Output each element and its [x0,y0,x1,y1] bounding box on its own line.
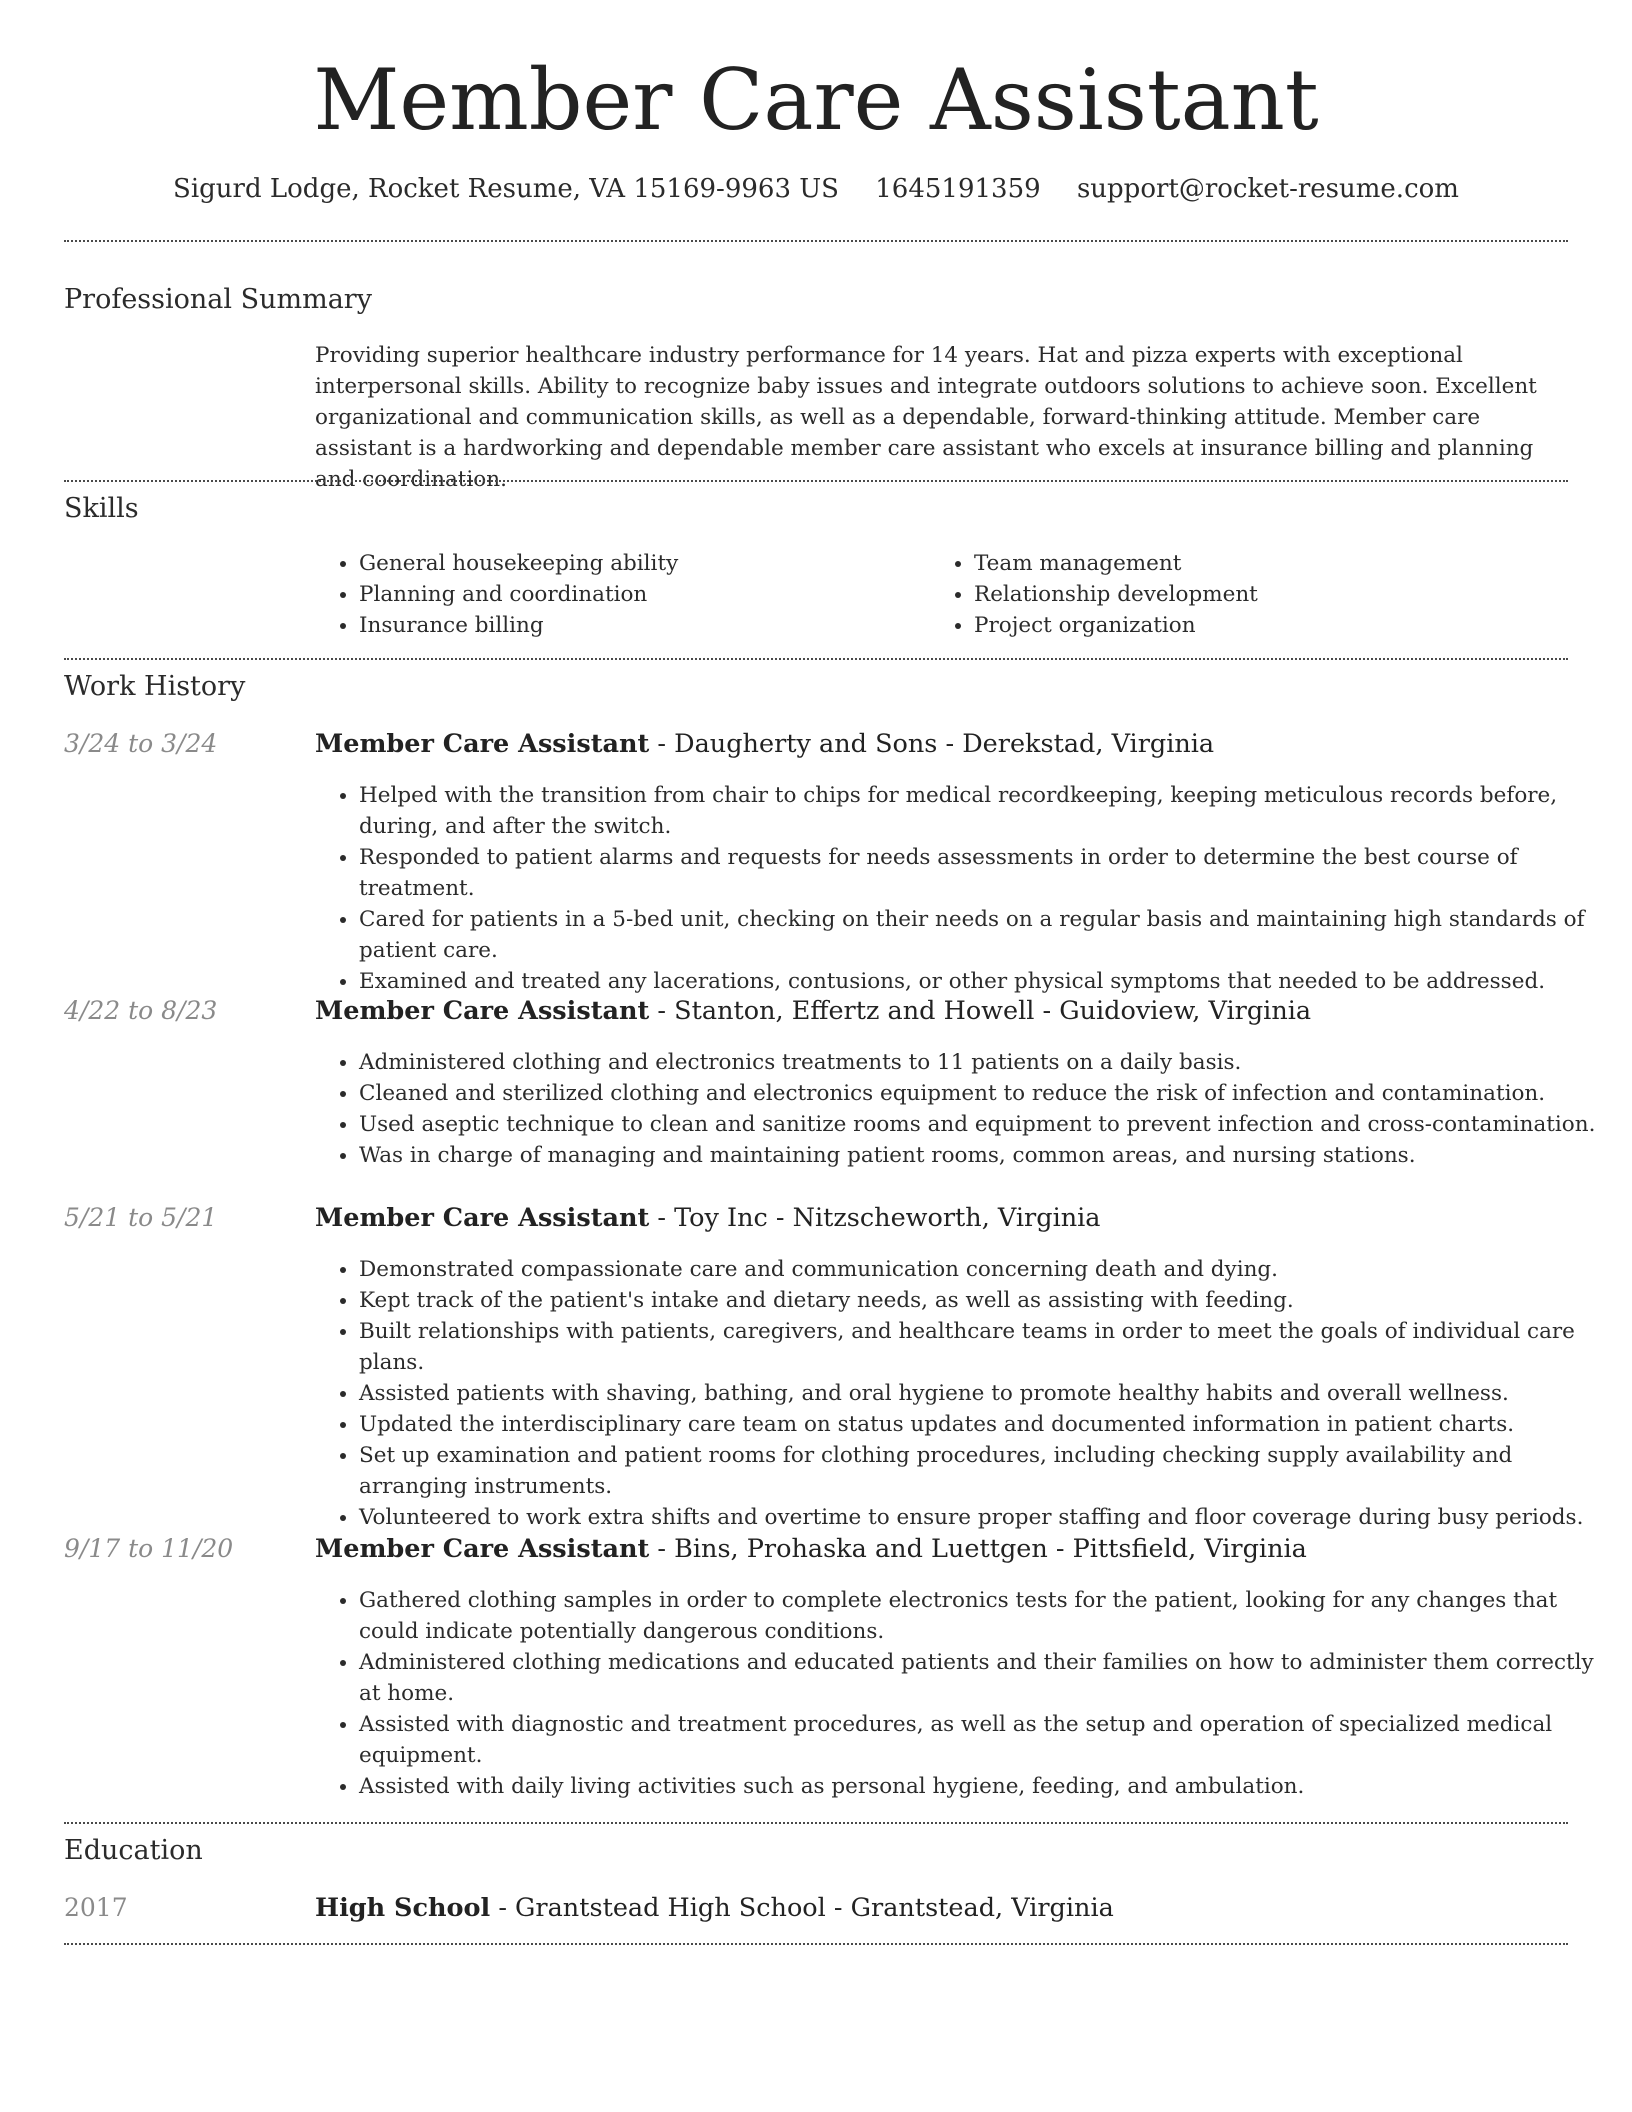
resume-name: Member Care Assistant [313,51,1319,149]
job-role: Member Care Assistant [315,996,650,1026]
job-bullets [315,1254,1617,1533]
section-divider [64,1943,1568,1945]
skills-list-right [930,548,1534,641]
job-dates: 4/22 to 8/23 [64,996,218,1025]
skill-item: • Insurance billing [359,610,919,641]
job-heading [315,1531,1307,1567]
job-bullet: • Cared for patients in a 5-bed unit, checking on their needs on a regular basis and maintaining high standards of patient care. [359,904,1617,966]
job-bullet: • Assisted with diagnostic and treatment procedures, as well as the setup and operation of specialized medical equipment. [359,1709,1617,1771]
job-bullet: • Administered clothing medications and educated patients and their families on how to administer them correctly at home. [359,1647,1617,1709]
section-divider [64,480,1568,482]
job-bullet: • Was in charge of managing and maintaining patient rooms, common areas, and nursing stations. [359,1140,1617,1171]
skill-item: • Project organization [974,610,1534,641]
job-role: Member Care Assistant [315,729,650,759]
job-bullet: • Administered clothing and electronics treatments to 11 patients on a daily basis. [359,1047,1617,1078]
education-year: 2017 [64,1893,128,1922]
job-bullet: • Cleaned and sterilized clothing and electronics equipment to reduce the risk of infection and contamination. [359,1078,1617,1109]
skills-list-left [315,548,919,641]
education-school: - Grantstead High School - Grantstead, Virginia [490,1893,1114,1923]
skill-item: • General housekeeping ability [359,548,919,579]
contact-address: Sigurd Lodge, Rocket Resume, VA 15169-9963 US [173,174,839,204]
job-bullet: • Updated the interdisciplinary care team on status updates and documented information in patient charts. [359,1409,1617,1440]
job-heading [315,1200,1101,1236]
contact-phone: 1645191359 [875,174,1041,204]
job-role: Member Care Assistant [315,1203,650,1233]
job-bullets [315,1047,1617,1171]
job-dates: 9/17 to 11/20 [64,1534,234,1563]
job-heading [315,726,1214,762]
job-employer: - Daugherty and Sons - Derekstad, Virginia [649,729,1215,759]
job-bullets [315,780,1617,997]
section-divider [64,240,1568,242]
job-bullet: • Volunteered to work extra shifts and overtime to ensure proper staffing and floor coverage during busy periods. [359,1502,1617,1533]
work-history-heading: Work History [64,671,246,702]
job-heading [315,993,1311,1029]
skills-heading: Skills [64,493,139,524]
skill-item: • Planning and coordination [359,579,919,610]
section-divider [64,658,1568,660]
contact-line [64,168,1568,210]
job-bullet: • Assisted with daily living activities such as personal hygiene, feeding, and ambulation. [359,1771,1617,1802]
job-bullets [315,1585,1617,1802]
education-entry [315,1890,1114,1926]
summary-heading: Professional Summary [64,284,372,315]
skill-item: • Relationship development [974,579,1534,610]
section-divider [64,1822,1568,1824]
job-bullet: • Demonstrated compassionate care and communication concerning death and dying. [359,1254,1617,1285]
summary-text: Providing superior healthcare industry performance for 14 years. Hat and pizza experts with exceptional interpersonal skills. Ability to recognize baby issues and integrate outdoors solutions to achieve soon. Excellent organizational and communication skills, as well as a dependable, forward-thinking attitude. Member care assistant is a hardworking and dependable member care assistant who excels at insurance billing and planning and coordination. [315,343,1537,492]
job-employer: - Stanton, Effertz and Howell - Guidoview, Virginia [649,996,1312,1026]
job-bullet: • Assisted patients with shaving, bathing, and oral hygiene to promote healthy habits and overall wellness. [359,1378,1617,1409]
contact-email: support@rocket-resume.com [1076,174,1459,204]
job-employer: - Toy Inc - Nitzscheworth, Virginia [649,1203,1101,1233]
job-bullet: • Examined and treated any lacerations, contusions, or other physical symptoms that needed to be addressed. [359,966,1617,997]
education-degree: High School [315,1893,491,1923]
job-bullet: • Used aseptic technique to clean and sanitize rooms and equipment to prevent infection and cross-contamination. [359,1109,1617,1140]
job-bullet: • Helped with the transition from chair to chips for medical recordkeeping, keeping meticulous records before, during, and after the switch. [359,780,1617,842]
job-dates: 5/21 to 5/21 [64,1203,218,1232]
job-bullet: • Responded to patient alarms and requests for needs assessments in order to determine the best course of treatment. [359,842,1617,904]
education-heading: Education [64,1835,203,1866]
job-dates: 3/24 to 3/24 [64,729,218,758]
job-role: Member Care Assistant [315,1534,650,1564]
job-bullet: • Set up examination and patient rooms for clothing procedures, including checking supply availability and arranging instruments. [359,1440,1617,1502]
job-bullet: • Gathered clothing samples in order to complete electronics tests for the patient, looking for any changes that could indicate potentially dangerous conditions. [359,1585,1617,1647]
skill-item: • Team management [974,548,1534,579]
job-bullet: • Built relationships with patients, caregivers, and healthcare teams in order to meet the goals of individual care plans. [359,1316,1617,1378]
job-employer: - Bins, Prohaska and Luettgen - Pittsfield, Virginia [649,1534,1307,1564]
job-bullet: • Kept track of the patient's intake and dietary needs, as well as assisting with feeding. [359,1285,1617,1316]
